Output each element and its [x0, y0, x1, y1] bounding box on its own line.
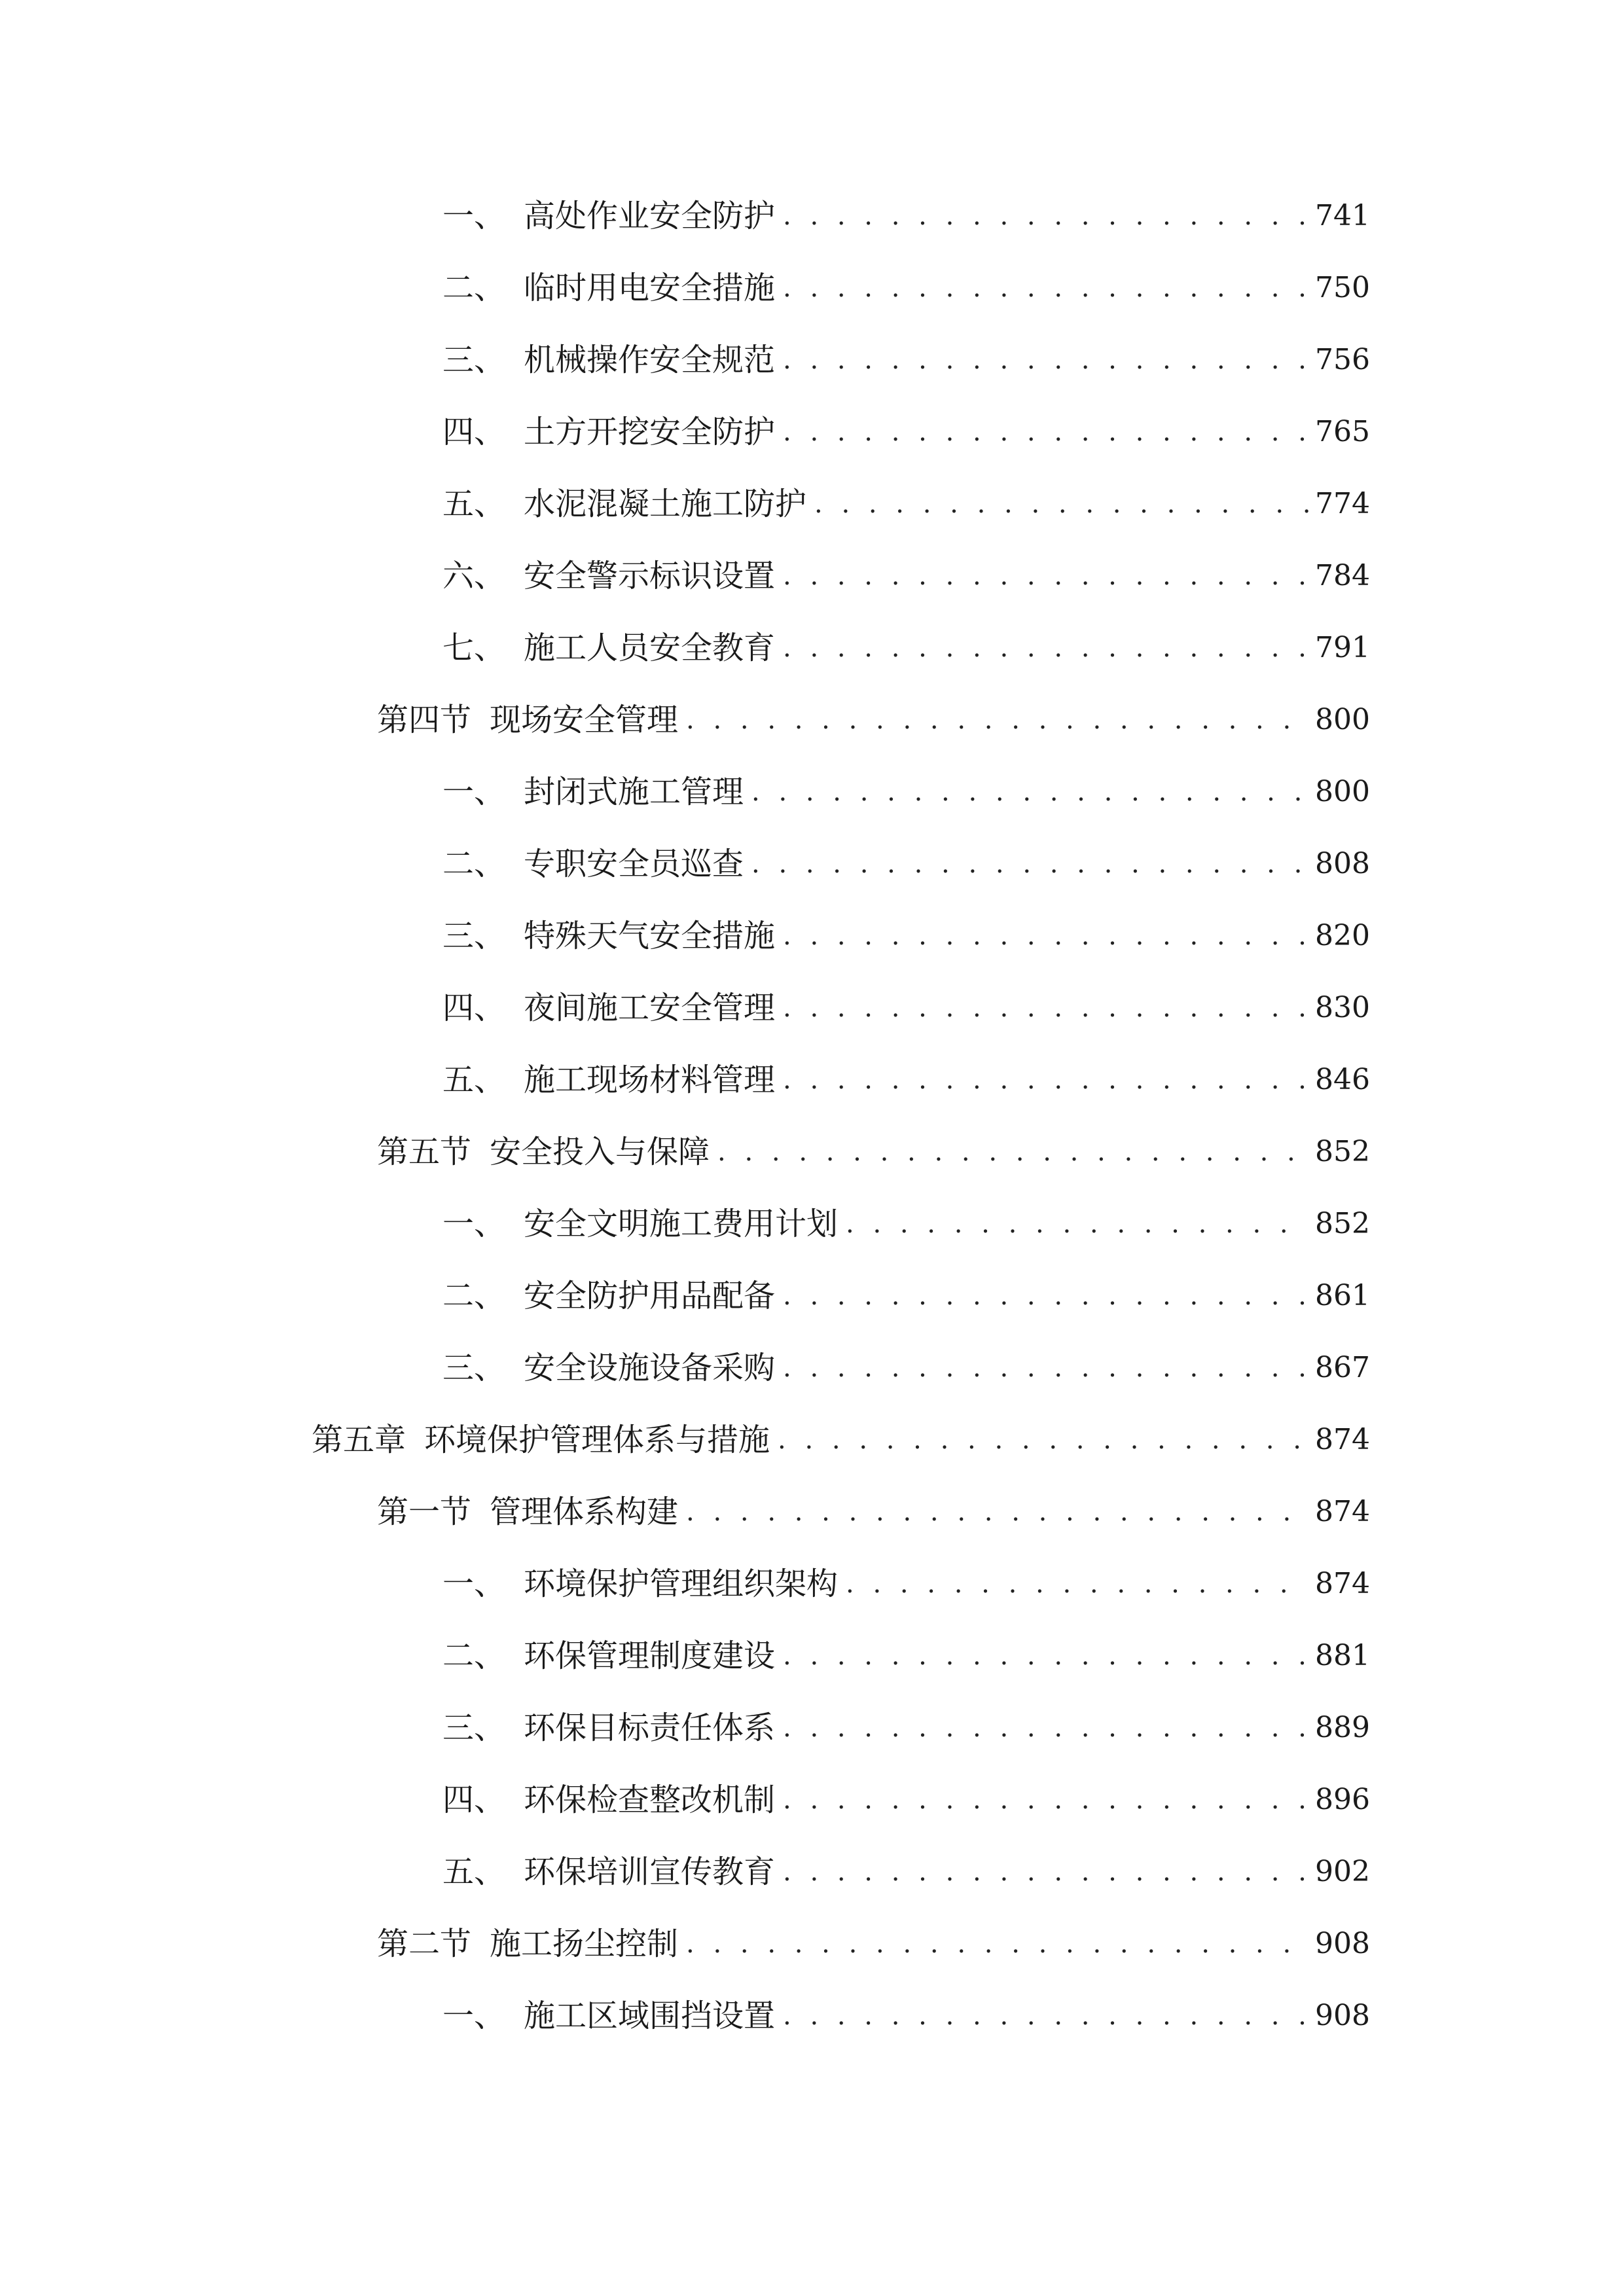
toc-entry-number: 第五章	[312, 1422, 406, 1458]
toc-chapter-entry[interactable]	[312, 1415, 1370, 1465]
toc-dot-leader	[783, 407, 1308, 457]
toc-dot-leader	[814, 479, 1308, 529]
toc-dot-leader	[783, 911, 1308, 961]
toc-item-entry[interactable]	[442, 1343, 1370, 1393]
toc-page-number: 861	[1315, 1279, 1370, 1312]
toc-row	[0, 695, 1624, 767]
toc-item-entry[interactable]	[442, 191, 1370, 241]
toc-entry-number: 二、	[442, 846, 506, 882]
toc-dot-leader	[783, 1271, 1308, 1321]
toc-page-number: 889	[1315, 1711, 1370, 1744]
toc-item-entry[interactable]	[442, 623, 1370, 673]
toc-page-number: 750	[1315, 271, 1370, 304]
toc-entry-title: 环保目标责任体系	[524, 1710, 776, 1746]
toc-entry-number: 四、	[442, 990, 506, 1026]
toc-entry-title: 环保培训宣传教育	[524, 1854, 776, 1890]
toc-item-entry[interactable]	[442, 479, 1370, 529]
toc-entry-number: 一、	[442, 1206, 506, 1242]
toc-item-entry[interactable]	[442, 1991, 1370, 2041]
toc-row	[0, 1991, 1624, 2063]
toc-page-number: 867	[1315, 1351, 1370, 1384]
toc-row	[0, 479, 1624, 551]
table-of-contents	[0, 191, 1624, 2063]
toc-row	[0, 1847, 1624, 1919]
toc-entry-number: 五、	[442, 486, 506, 522]
toc-entry-number: 二、	[442, 1638, 506, 1674]
toc-page-number: 846	[1315, 1063, 1370, 1096]
toc-row	[0, 839, 1624, 911]
toc-entry-title: 特殊天气安全措施	[524, 918, 776, 954]
toc-entry-title: 现场安全管理	[490, 702, 679, 738]
toc-entry-number: 五、	[442, 1062, 506, 1098]
toc-row	[0, 263, 1624, 335]
toc-item-entry[interactable]	[442, 551, 1370, 601]
toc-entry-number: 一、	[442, 198, 506, 234]
toc-dot-leader	[783, 551, 1308, 601]
toc-row	[0, 1343, 1624, 1415]
toc-row	[0, 1199, 1624, 1271]
toc-entry-title: 夜间施工安全管理	[524, 990, 776, 1026]
toc-entry-number: 第五节	[377, 1134, 472, 1170]
toc-page-number: 756	[1315, 343, 1370, 376]
toc-entry-title: 环境保护管理组织架构	[524, 1566, 839, 1602]
toc-entry-title: 水泥混凝土施工防护	[524, 486, 807, 522]
toc-entry-number: 三、	[442, 342, 506, 378]
toc-entry-title: 高处作业安全防护	[524, 198, 776, 234]
toc-dot-leader	[686, 1487, 1308, 1537]
toc-page-number: 874	[1315, 1495, 1370, 1528]
toc-page-number: 800	[1315, 703, 1370, 736]
toc-page-number: 741	[1315, 199, 1370, 232]
toc-dot-leader	[783, 983, 1308, 1033]
toc-entry-title: 施工人员安全教育	[524, 630, 776, 666]
toc-section-entry[interactable]	[377, 1487, 1370, 1537]
toc-page-number: 820	[1315, 919, 1370, 952]
toc-entry-title: 机械操作安全规范	[524, 342, 776, 378]
toc-entry-title: 施工区域围挡设置	[524, 1998, 776, 2034]
toc-dot-leader	[783, 335, 1308, 385]
toc-dot-leader	[783, 623, 1308, 673]
toc-entry-number: 七、	[442, 630, 506, 666]
toc-entry-title: 施工现场材料管理	[524, 1062, 776, 1098]
toc-entry-title: 安全设施设备采购	[524, 1350, 776, 1386]
toc-entry-title: 封闭式施工管理	[524, 774, 744, 810]
toc-entry-number: 第二节	[377, 1926, 472, 1962]
toc-page-number: 852	[1315, 1207, 1370, 1240]
toc-page-number: 765	[1315, 415, 1370, 448]
toc-row	[0, 1487, 1624, 1559]
toc-row	[0, 335, 1624, 407]
toc-entry-title: 临时用电安全措施	[524, 270, 776, 306]
toc-entry-number: 五、	[442, 1854, 506, 1890]
toc-dot-leader	[783, 1847, 1308, 1897]
toc-entry-number: 三、	[442, 1710, 506, 1746]
toc-row	[0, 1631, 1624, 1703]
toc-item-entry[interactable]	[442, 911, 1370, 961]
toc-row	[0, 1919, 1624, 1991]
toc-dot-leader	[783, 1775, 1308, 1825]
toc-dot-leader	[783, 191, 1308, 241]
toc-dot-leader	[846, 1199, 1308, 1249]
toc-entry-number: 一、	[442, 774, 506, 810]
toc-dot-leader	[751, 839, 1308, 889]
toc-row	[0, 1127, 1624, 1199]
toc-page-number: 852	[1315, 1135, 1370, 1168]
toc-dot-leader	[783, 1055, 1308, 1105]
toc-entry-title: 安全防护用品配备	[524, 1278, 776, 1314]
toc-entry-title: 环保检查整改机制	[524, 1782, 776, 1818]
toc-item-entry[interactable]	[442, 263, 1370, 313]
toc-dot-leader	[783, 1703, 1308, 1753]
toc-item-entry[interactable]	[442, 1199, 1370, 1249]
toc-row	[0, 1559, 1624, 1631]
toc-page-number: 908	[1315, 1927, 1370, 1960]
toc-row	[0, 191, 1624, 263]
toc-row	[0, 1415, 1624, 1487]
toc-row	[0, 767, 1624, 839]
toc-entry-number: 二、	[442, 1278, 506, 1314]
toc-item-entry[interactable]	[442, 1559, 1370, 1609]
toc-item-entry[interactable]	[442, 839, 1370, 889]
toc-entry-title: 土方开挖安全防护	[524, 414, 776, 450]
toc-section-entry[interactable]	[377, 1919, 1370, 1969]
toc-page-number: 908	[1315, 1999, 1370, 2032]
toc-dot-leader	[846, 1559, 1308, 1609]
toc-item-entry[interactable]	[442, 767, 1370, 817]
toc-dot-leader	[751, 767, 1308, 817]
toc-page-number: 774	[1315, 487, 1370, 520]
toc-row	[0, 1775, 1624, 1847]
toc-dot-leader	[778, 1415, 1308, 1465]
toc-entry-title: 环境保护管理体系与措施	[424, 1422, 770, 1458]
toc-page-number: 784	[1315, 559, 1370, 592]
toc-entry-title: 环保管理制度建设	[524, 1638, 776, 1674]
toc-section-entry[interactable]	[377, 695, 1370, 745]
toc-item-entry[interactable]	[442, 983, 1370, 1033]
toc-item-entry[interactable]	[442, 1631, 1370, 1681]
toc-dot-leader	[783, 1631, 1308, 1681]
toc-entry-number: 三、	[442, 1350, 506, 1386]
toc-entry-number: 一、	[442, 1998, 506, 2034]
toc-row	[0, 1055, 1624, 1127]
toc-dot-leader	[717, 1127, 1308, 1177]
toc-entry-title: 专职安全员巡查	[524, 846, 744, 882]
toc-row	[0, 407, 1624, 479]
toc-row	[0, 623, 1624, 695]
toc-entry-title: 安全投入与保障	[490, 1134, 710, 1170]
toc-dot-leader	[783, 1991, 1308, 2041]
toc-item-entry[interactable]	[442, 335, 1370, 385]
toc-page-number: 791	[1315, 631, 1370, 664]
toc-entry-number: 四、	[442, 414, 506, 450]
toc-entry-title: 施工扬尘控制	[490, 1926, 679, 1962]
toc-page-number: 800	[1315, 775, 1370, 808]
toc-row	[0, 1703, 1624, 1775]
toc-entry-title: 管理体系构建	[490, 1494, 679, 1530]
toc-entry-number: 第四节	[377, 702, 472, 738]
toc-item-entry[interactable]	[442, 407, 1370, 457]
toc-item-entry[interactable]	[442, 1271, 1370, 1321]
toc-entry-number: 第一节	[377, 1494, 472, 1530]
toc-page-number: 808	[1315, 847, 1370, 880]
toc-item-entry[interactable]	[442, 1847, 1370, 1897]
toc-entry-number: 四、	[442, 1782, 506, 1818]
toc-dot-leader	[783, 263, 1308, 313]
toc-page-number: 896	[1315, 1783, 1370, 1816]
toc-entry-number: 三、	[442, 918, 506, 954]
toc-row	[0, 551, 1624, 623]
toc-item-entry[interactable]	[442, 1703, 1370, 1753]
toc-entry-number: 一、	[442, 1566, 506, 1602]
toc-dot-leader	[686, 695, 1308, 745]
toc-entry-number: 二、	[442, 270, 506, 306]
toc-dot-leader	[783, 1343, 1308, 1393]
toc-dot-leader	[686, 1919, 1308, 1969]
toc-entry-title: 安全文明施工费用计划	[524, 1206, 839, 1242]
toc-page-number: 902	[1315, 1855, 1370, 1888]
toc-page-number: 881	[1315, 1639, 1370, 1672]
toc-row	[0, 983, 1624, 1055]
toc-entry-number: 六、	[442, 558, 506, 594]
toc-row	[0, 1271, 1624, 1343]
toc-entry-title: 安全警示标识设置	[524, 558, 776, 594]
toc-row	[0, 911, 1624, 983]
toc-item-entry[interactable]	[442, 1055, 1370, 1105]
toc-page-number: 874	[1315, 1423, 1370, 1456]
toc-item-entry[interactable]	[442, 1775, 1370, 1825]
toc-section-entry[interactable]	[377, 1127, 1370, 1177]
toc-page-number: 874	[1315, 1567, 1370, 1600]
toc-page-number: 830	[1315, 991, 1370, 1024]
